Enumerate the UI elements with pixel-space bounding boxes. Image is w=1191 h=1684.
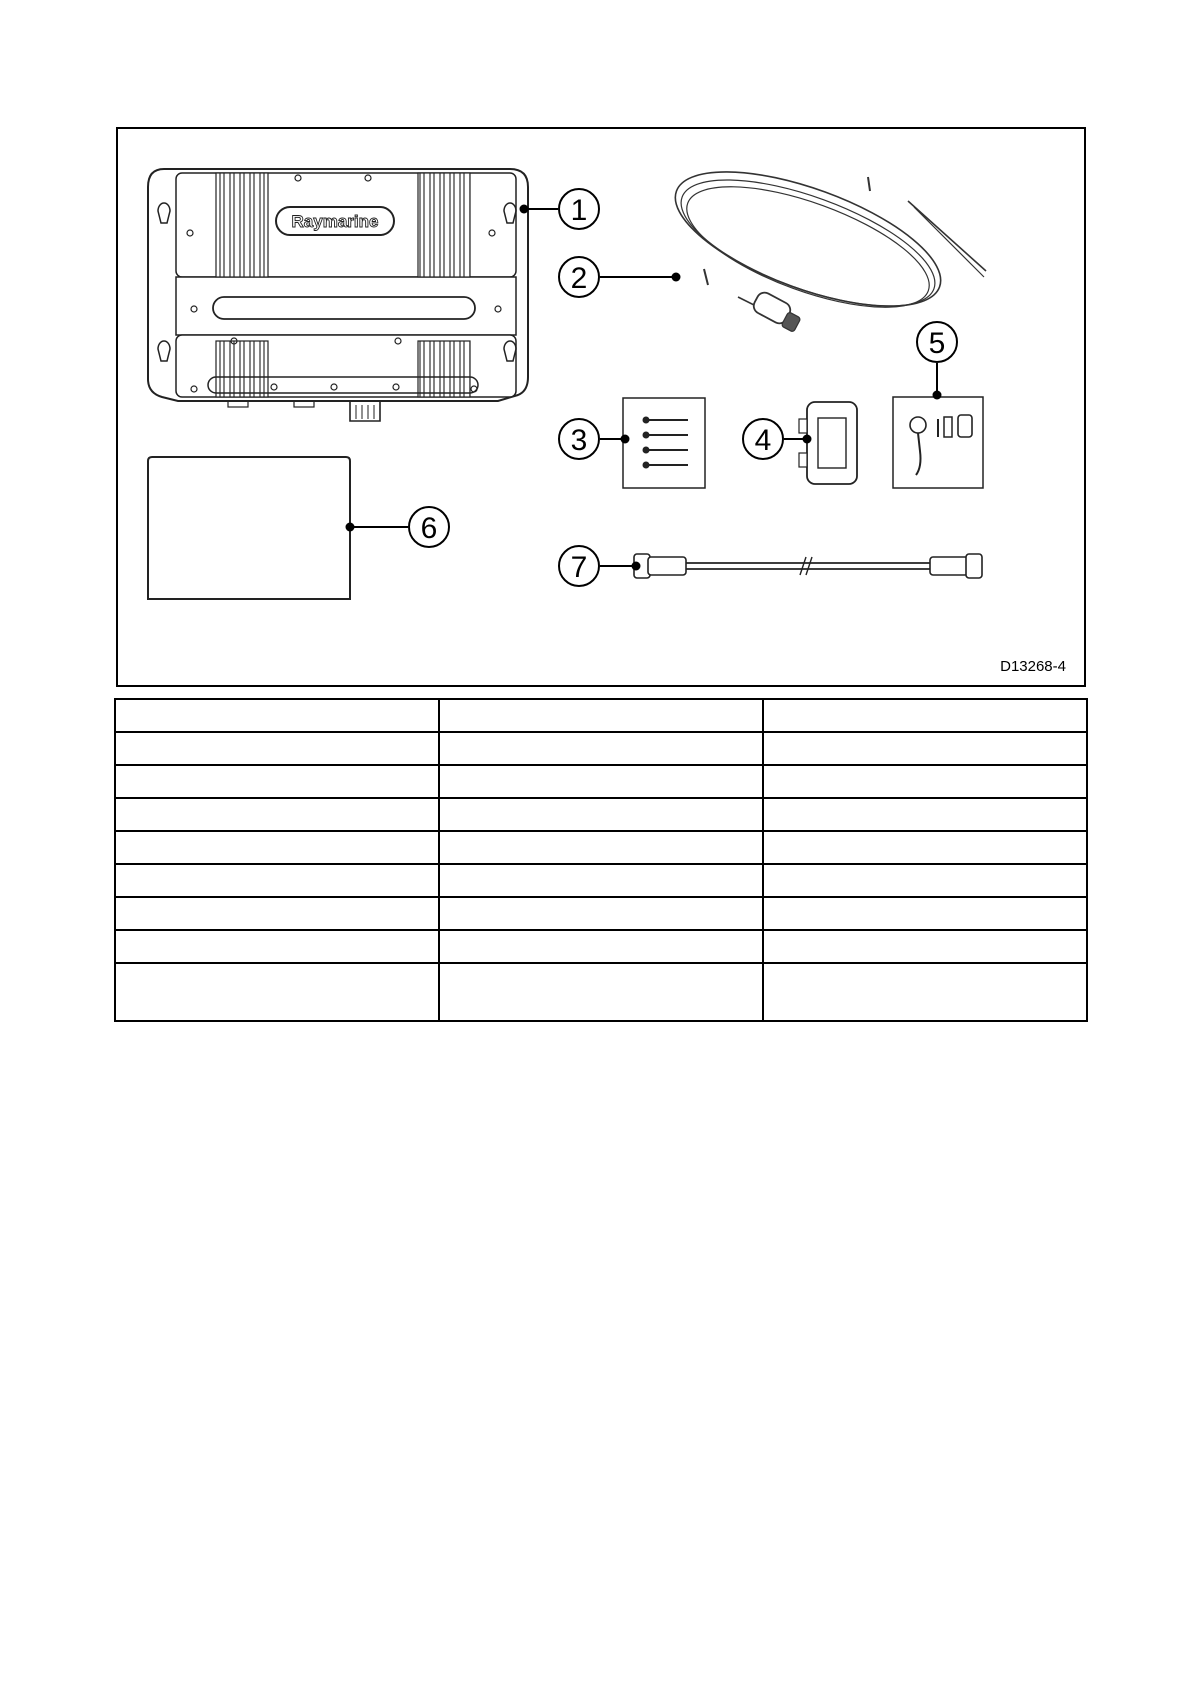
table-cell — [439, 732, 763, 765]
table-cell — [115, 963, 439, 1021]
ground-terminal-kit — [893, 397, 983, 488]
table-cell — [763, 897, 1087, 930]
sonar-module-unit — [148, 169, 528, 421]
table-cell — [439, 930, 763, 963]
table-cell — [115, 798, 439, 831]
table-cell — [115, 930, 439, 963]
table-row — [115, 798, 1087, 831]
table-cell — [763, 765, 1087, 798]
parts-illustration — [118, 129, 1084, 685]
callout-number: 5 — [928, 327, 946, 360]
table-cell — [763, 732, 1087, 765]
table-cell — [439, 831, 763, 864]
callout-number: 3 — [570, 424, 588, 457]
sun-cover-document — [148, 457, 350, 599]
table-cell — [763, 699, 1087, 732]
callout-6 — [346, 507, 450, 547]
callout-number: 4 — [754, 424, 772, 457]
callout-number: 6 — [420, 512, 438, 545]
figure-id: D13268-4 — [1000, 658, 1066, 675]
table-row — [115, 930, 1087, 963]
callout-1 — [520, 189, 600, 229]
callout-number: 7 — [570, 551, 588, 584]
table-row — [115, 864, 1087, 897]
table-cell — [439, 765, 763, 798]
table-cell — [763, 963, 1087, 1021]
table-cell — [115, 831, 439, 864]
table-cell — [115, 699, 439, 732]
callout-number: 1 — [570, 194, 588, 227]
table-cell — [115, 765, 439, 798]
table-cell — [763, 930, 1087, 963]
parts-figure — [116, 127, 1086, 687]
table-row — [115, 732, 1087, 765]
network-cable — [634, 554, 982, 578]
mounting-screws — [623, 398, 705, 488]
table-cell — [115, 732, 439, 765]
table-cell — [763, 831, 1087, 864]
table-cell — [439, 963, 763, 1021]
table-cell — [439, 864, 763, 897]
transducer-cable-coil — [659, 144, 986, 334]
table-cell — [439, 699, 763, 732]
table-row — [115, 699, 1087, 732]
callout-5 — [917, 322, 957, 400]
table-row — [115, 831, 1087, 864]
table-cell — [763, 864, 1087, 897]
callout-3 — [559, 419, 630, 459]
table-cell — [115, 897, 439, 930]
raymarine-logo: Raymarine — [291, 212, 379, 231]
table-row — [115, 963, 1087, 1021]
parts-table — [114, 698, 1088, 1022]
table-cell — [115, 864, 439, 897]
table-cell — [439, 897, 763, 930]
table-cell — [439, 798, 763, 831]
callout-number: 2 — [570, 262, 588, 295]
table-row — [115, 765, 1087, 798]
table-row — [115, 897, 1087, 930]
callout-7 — [559, 546, 641, 586]
callout-2 — [559, 257, 681, 297]
table-cell — [763, 798, 1087, 831]
